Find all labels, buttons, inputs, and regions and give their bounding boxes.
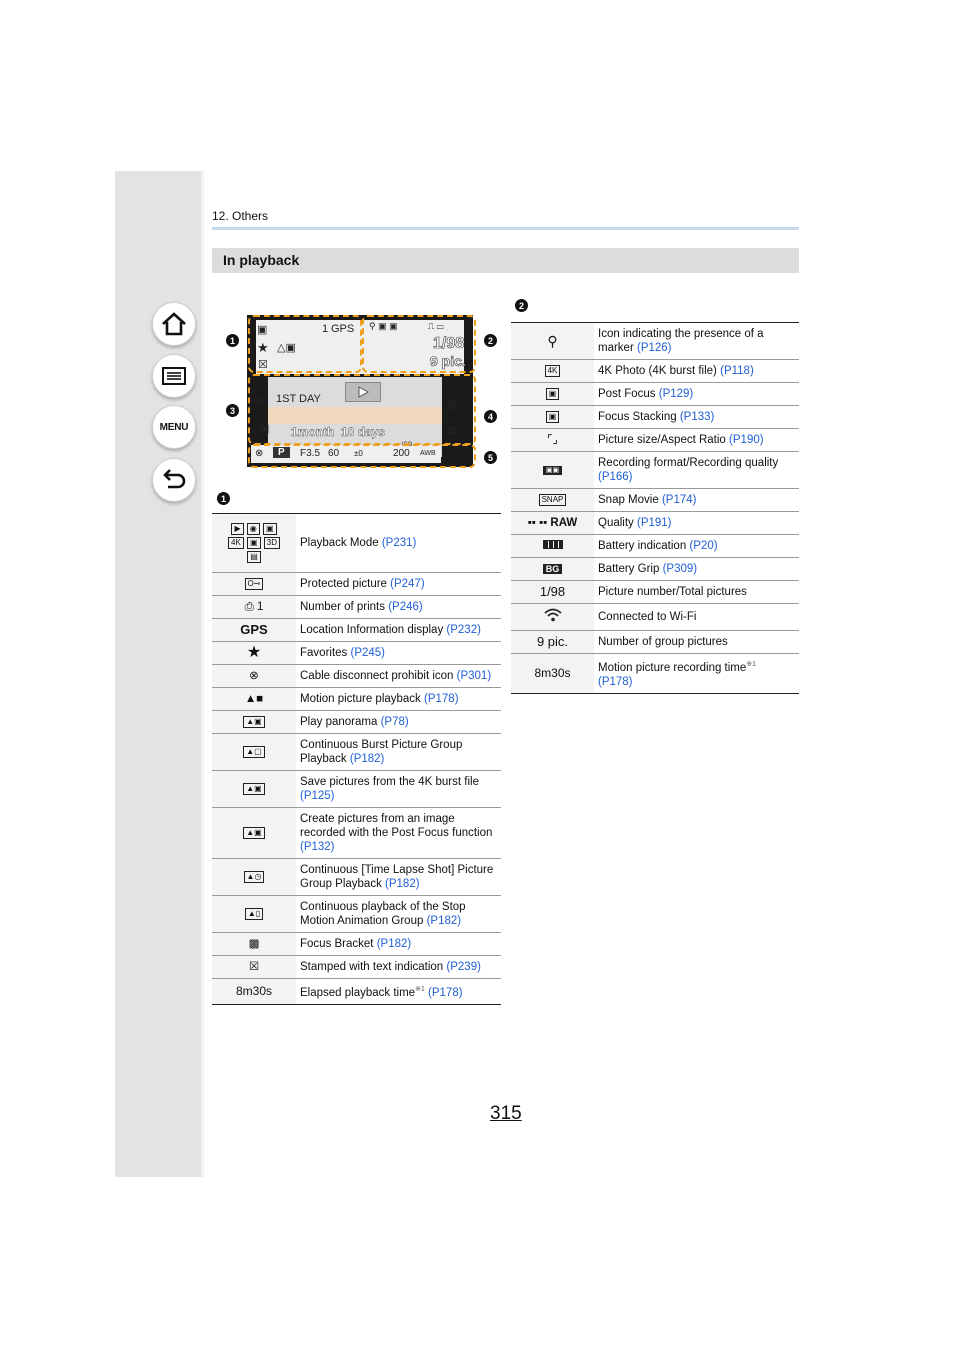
ref-link[interactable]: (P129) <box>658 388 694 400</box>
ref-link[interactable]: (P232) <box>446 624 481 636</box>
list-icon <box>160 362 188 390</box>
table-row: ▣▣ Recording format/Recording quality (P166) <box>511 452 799 489</box>
ref-link[interactable]: (P125) <box>300 790 335 802</box>
cable-disconnect-icon: ⊗ <box>212 665 296 688</box>
table-row: 8m30s Motion picture recording time$^{※1}$ (P178) <box>511 654 799 694</box>
ref-link[interactable]: (P166) <box>598 471 633 483</box>
screen-mode: P <box>273 447 290 458</box>
back-button[interactable] <box>152 458 196 502</box>
ref-link[interactable]: (P174) <box>661 494 697 506</box>
table-row: ▲◷ Continuous [Time Lapse Shot] Picture Group Playback (P182) <box>212 859 501 896</box>
table-row: ▲▣ Save pictures from the 4K burst file (P125) <box>212 771 501 808</box>
screen-age-days: 10 days <box>341 425 386 439</box>
callout-2: 2 <box>484 334 497 347</box>
screen-gps: GPS <box>331 323 355 335</box>
table-row: O⊸ Protected picture (P247) <box>212 573 501 596</box>
back-icon <box>160 466 188 494</box>
ref-link[interactable]: (P309) <box>662 563 698 575</box>
table-row <box>212 514 501 573</box>
ref-link[interactable]: (P182) <box>349 753 385 765</box>
ref-link[interactable]: (P247) <box>390 578 425 590</box>
table-row: 9 pic. Number of group pictures <box>511 631 799 654</box>
wifi-icon <box>511 604 594 631</box>
elapsed-time: 8m30s <box>212 979 296 1005</box>
table-row: Connected to Wi-Fi <box>511 604 799 631</box>
recording-time: 8m30s <box>511 654 594 694</box>
screen-shutter: 60 <box>328 448 340 459</box>
print-count-icon: ⎙ 1 <box>212 596 296 619</box>
stop-motion-group-icon: ▲▯ <box>212 896 296 933</box>
post-focus-icon: ▣ <box>511 383 594 406</box>
chapter-title: 12. Others <box>212 209 269 223</box>
table-row: SNAP Snap Movie (P174) <box>511 489 799 512</box>
ref-link[interactable]: (P178) <box>428 986 463 999</box>
ref-link[interactable]: (P20) <box>689 540 718 552</box>
ref-link[interactable]: (P245) <box>350 647 386 659</box>
screen-motion-icon: △▣ <box>277 342 296 354</box>
screen-iso-label: ISO <box>402 442 413 448</box>
sidebar-divider <box>201 171 204 1177</box>
section-title: In playback <box>223 252 300 268</box>
focus-stacking-icon: ▣ <box>511 406 594 429</box>
4k-photo-icon: 4K <box>511 360 594 383</box>
callout-box-1 <box>248 315 362 373</box>
callout-3: 3 <box>226 404 239 417</box>
ref-link[interactable]: (P118) <box>720 365 754 377</box>
row-desc: Playback Mode (P231) <box>296 514 501 573</box>
ref-link[interactable]: (P190) <box>729 434 764 446</box>
callout-5: 5 <box>484 451 497 464</box>
legend-table-2 <box>511 322 799 694</box>
home-icon <box>160 310 188 338</box>
screen-wb: AWB <box>420 450 436 457</box>
ref-link[interactable]: (P301) <box>456 670 492 682</box>
table-row: GPS Location Information display (P232) <box>212 619 501 642</box>
ref-link[interactable]: (P178) <box>598 675 633 688</box>
recording-format-icon: ▣▣ <box>511 452 594 489</box>
battery-grip-icon: BG <box>511 558 594 581</box>
ref-link[interactable]: (P126) <box>636 342 672 354</box>
table-row: ☒ Stamped with text indication (P239) <box>212 956 501 979</box>
post-focus-create-icon: ▲▣ <box>212 808 296 859</box>
table-row: Battery indication (P20) <box>511 535 799 558</box>
callout-1: 1 <box>226 334 239 347</box>
menu-label: MENU <box>159 421 189 433</box>
table2-badge: 2 <box>515 299 528 312</box>
marker-icon: ⚲ <box>511 323 594 360</box>
screen-iso: 200 <box>393 448 410 459</box>
snap-movie-icon: SNAP <box>511 489 594 512</box>
callout-box-2 <box>362 315 476 373</box>
screen-playback-mode-icon: ▣ <box>257 324 268 336</box>
callout-4: 4 <box>484 410 497 423</box>
screen-star-icon: ★ <box>257 340 269 355</box>
table-row: ⎙ 1 Number of prints (P246) <box>212 596 501 619</box>
quality-icon: ▪▪ ▪▪ RAW <box>511 512 594 535</box>
table-row: 8m30s Elapsed playback time$^{※1}$ (P178) <box>212 979 501 1005</box>
table-row: ▲▢ Continuous Burst Picture Group Playback (P182) <box>212 734 501 771</box>
screen-battery-icon: ⎍ ▭ <box>428 321 444 331</box>
battery-icon <box>511 535 594 558</box>
ref-link[interactable]: (P191) <box>637 517 672 529</box>
legend-table-1 <box>212 513 501 1005</box>
table-row: ▩ Focus Bracket (P182) <box>212 933 501 956</box>
callout-box-5 <box>248 444 476 468</box>
screen-group-count: 9 pic. <box>430 353 466 369</box>
screen-side-icon-2: ▦ <box>447 424 458 436</box>
table-row: ▣ Focus Stacking (P133) <box>511 406 799 429</box>
panorama-playback-icon: ▲▣ <box>212 711 296 734</box>
table1-badge: 1 <box>217 492 230 505</box>
screen-baby-icon: ▣ <box>259 423 270 435</box>
burst-group-playback-icon: ▲▢ <box>212 734 296 771</box>
table-row: 4K 4K Photo (4K burst file) (P118) <box>511 360 799 383</box>
table-row: ⊗ Cable disconnect prohibit icon (P301) <box>212 665 501 688</box>
table-row: ▪▪ ▪▪ RAW Quality (P191) <box>511 512 799 535</box>
callout-box-3 <box>248 374 476 445</box>
text-stamp-icon: ☒ <box>212 956 296 979</box>
table-row: ▣ Post Focus (P129) <box>511 383 799 406</box>
picture-number: 1/98 <box>511 581 594 604</box>
home-button[interactable] <box>152 302 196 346</box>
gps-icon: GPS <box>212 619 296 642</box>
header-rule <box>212 227 799 230</box>
screen-ev: ±0 <box>354 449 363 458</box>
focus-bracket-icon: ▩ <box>212 933 296 956</box>
screen-side-icon-1: ▦ <box>447 399 458 411</box>
motion-playback-icon: ▲■ <box>212 688 296 711</box>
ref-link[interactable]: (P78) <box>380 716 409 728</box>
screen-cable-icon: ⊗ <box>255 448 264 459</box>
screen-age-months: 1month <box>291 425 335 439</box>
ref-link[interactable]: (P182) <box>385 878 420 890</box>
group-count: 9 pic. <box>511 631 594 654</box>
table-row: ⌜⌟ Picture size/Aspect Ratio (P190) <box>511 429 799 452</box>
protect-icon: O⊸ <box>212 573 296 596</box>
screen-marker-icon: ⚲ ▣ ▣ <box>369 321 398 331</box>
table-row: ▲▣ Play panorama (P78) <box>212 711 501 734</box>
section-header <box>212 248 799 273</box>
ref-link[interactable]: (P132) <box>300 841 335 853</box>
table-row: ⚲ Icon indicating the presence of a marker (P126) <box>511 323 799 360</box>
ref-link[interactable]: (P231) <box>381 537 417 549</box>
screen-print-count: 1 <box>322 323 329 335</box>
table-row: ▲■ Motion picture playback (P178) <box>212 688 501 711</box>
screen-calendar-icon: ▥ <box>257 394 268 406</box>
table-row: ▲▣ Create pictures from an image recorded with the Post Focus function (P132) <box>212 808 501 859</box>
ref-link[interactable]: (P246) <box>388 601 423 613</box>
table-row: ▲▯ Continuous playback of the Stop Motion Animation Group (P182) <box>212 896 501 933</box>
screen-aperture: F3.5 <box>300 448 321 459</box>
contents-button[interactable] <box>152 354 196 398</box>
table-row: BG Battery Grip (P309) <box>511 558 799 581</box>
table-row: ★ Favorites (P245) <box>212 642 501 665</box>
ref-link[interactable]: (P178) <box>424 693 459 705</box>
screen-counter: 1/98 <box>433 335 465 352</box>
ref-link[interactable]: (P239) <box>446 961 481 973</box>
ref-link[interactable]: (P182) <box>426 915 462 927</box>
4k-burst-save-icon: ▲▣ <box>212 771 296 808</box>
ref-link[interactable]: (P133) <box>679 411 715 423</box>
table-row: 1/98 Picture number/Total pictures <box>511 581 799 604</box>
ref-link[interactable]: (P182) <box>376 938 412 950</box>
time-lapse-group-icon: ▲◷ <box>212 859 296 896</box>
playback-mode-icons: ▶ ◉ ▣ 4K ▣ 3D ▤ <box>212 514 296 573</box>
screen-travel-icon: ☒ <box>258 378 268 390</box>
menu-button[interactable] <box>152 405 196 449</box>
star-icon: ★ <box>212 642 296 665</box>
screen-text-stamp-icon: ☒ <box>258 359 268 371</box>
screen-day: 1ST DAY <box>276 393 321 405</box>
page-number: 315 <box>490 1103 522 1124</box>
picture-size-icon: ⌜⌟ <box>511 429 594 452</box>
